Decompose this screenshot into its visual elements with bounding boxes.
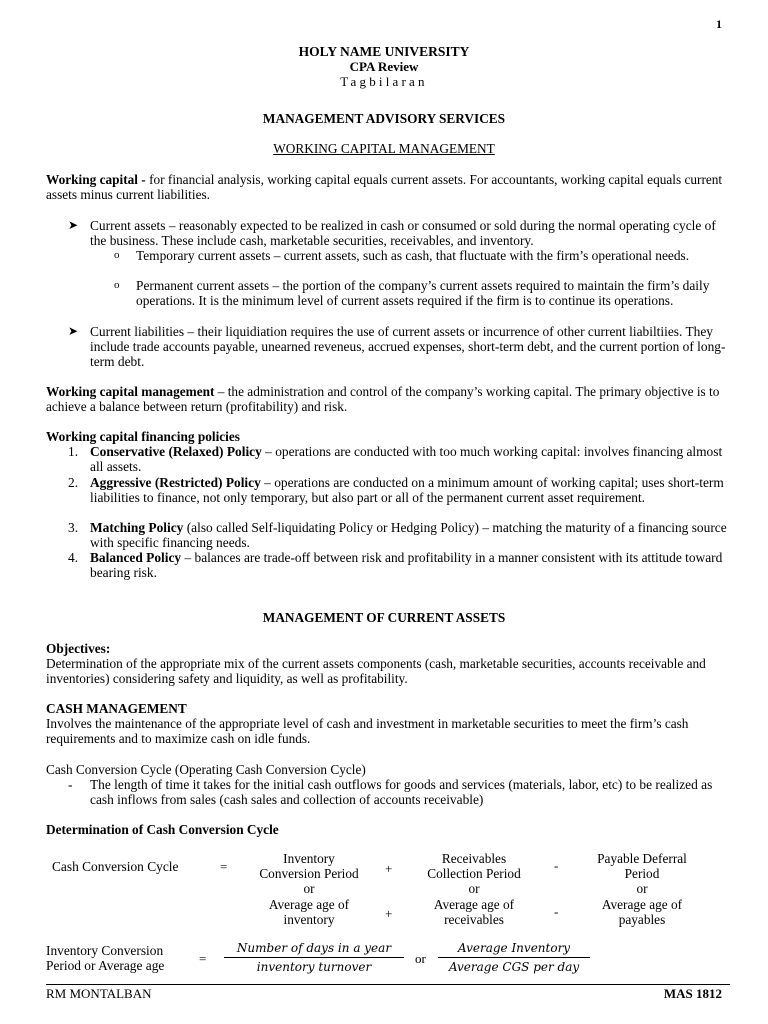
current-assets-bullet (68, 218, 728, 248)
objectives-heading: Objectives: (46, 641, 111, 656)
formula-term1: Inventory Conversion Period or Average age of inventory (259, 851, 359, 927)
footer-code: MAS 1812 (663, 986, 722, 1001)
policy-term: Aggressive (Restricted) Policy (90, 475, 261, 490)
wc-management-paragraph (46, 384, 730, 414)
fraction-denominator: Average CGS per day (448, 960, 580, 974)
current-assets-text: Current assets – reasonably expected to be realized in cash or consumed or sold during the normal operating cycle of the business. These include cash, marketable securities, receivables, and inventory. (90, 218, 716, 249)
course-title: MANAGEMENT ADVISORY SERVICES (262, 111, 506, 126)
policy-text: – balances are trade-off between risk and profitability in a manner consistent with its attitude toward bearing risk. (90, 550, 723, 581)
determination-heading: Determination of Cash Conversion Cycle (46, 822, 279, 837)
circle-bullet-icon: o (114, 279, 120, 291)
current-liabilities-text: Current liabilities – their liquidiation requires the use of current assets or incurrence of other current liabiltiies. They include trade accounts payable, unearned reveneus, accrued expenses, short-term debt, and the current portion of long-term debt. (90, 324, 726, 370)
icp-fraction-average (438, 941, 590, 974)
policy-item: 3. Matching Policy (also called Self-liquidating Policy or Hedging Policy) – matching the maturity of a financing source with specific financing needs. (68, 520, 727, 551)
city-name: Tagbilaran (340, 74, 428, 89)
university-name: HOLY NAME UNIVERSITY (298, 44, 470, 59)
footer-divider (46, 984, 730, 985)
page-number: 1 (716, 17, 722, 31)
ccc-definition-item: - The length of time it takes for the initial cash outflows for goods and services (materials, labor, etc) to be realized as cash inflows from sales (cash sales and collection of accounts receivable) (68, 777, 728, 807)
formula-plus: + (385, 861, 393, 876)
icp-equals: = (199, 951, 207, 966)
formula-plus: + (385, 906, 393, 921)
temporary-assets-bullet (114, 248, 726, 263)
topic-title (0, 141, 768, 157)
arrow-bullet-icon: ➤ (68, 324, 79, 338)
formula-minus: - (554, 904, 559, 919)
current-liabilities-bullet (68, 324, 728, 370)
fraction-numerator: Average Inventory (438, 941, 590, 958)
icp-lhs: Inventory Conversion Period or Average age (46, 943, 165, 974)
program-name: CPA Review (349, 59, 419, 74)
formula-minus: - (554, 858, 559, 873)
formula-lhs: Cash Conversion Cycle (52, 859, 179, 874)
icp-fraction-days (224, 941, 404, 974)
formula-term3: Payable Deferral Period or Average age of payables (597, 851, 687, 927)
circle-bullet-icon: o (114, 249, 120, 261)
mca-title: MANAGEMENT OF CURRENT ASSETS (262, 610, 506, 625)
working-capital-term: Working capital - (46, 172, 150, 187)
financing-policies-heading: Working capital financing policies (46, 429, 240, 444)
cash-management-heading: CASH MANAGEMENT (46, 701, 187, 716)
policy-term: Balanced Policy (90, 550, 182, 565)
policy-item: 4. Balanced Policy – balances are trade-off between risk and profitability in a manner consistent with its attitude toward bearing risk. (68, 550, 723, 581)
policy-item: 2. Aggressive (Restricted) Policy – operations are conducted on a minimum amount of working capital; uses short-term liabilities to finance, not only temporary, but also part or all of the permanent current asset requirement. (68, 475, 724, 506)
fraction-denominator: inventory turnover (256, 960, 372, 974)
wc-management-term: Working capital management (46, 384, 215, 399)
policy-text: – operations are conducted on a minimum amount of working capital; uses short-term liabilities to finance, not only temporary, but also part or all of the permanent current asset requirement. (90, 475, 724, 506)
policy-term: Conservative (Relaxed) Policy (90, 444, 262, 459)
permanent-assets-bullet (114, 278, 726, 308)
ccc-definition: The length of time it takes for the initial cash outflows for goods and services (materials, labor, etc) to be realized as cash inflows from sales (cash sales and collection of accounts receivable) (90, 777, 713, 808)
topic-title-text: WORKING CAPITAL MANAGEMENT (273, 141, 495, 156)
objectives-text: Determination of the appropriate mix of the current assets components (cash, marketable securities, accounts receivable and inventories) considering safety and liquidity, as well as profitability. (46, 656, 706, 687)
permanent-assets-text: Permanent current assets – the portion of the company’s current assets required to maintain the firm’s daily operations. It is the minimum level of current assets required if the firm is to continue its operations. (136, 278, 710, 309)
ccc-label: Cash Conversion Cycle (Operating Cash Conversion Cycle) (46, 762, 366, 777)
working-capital-paragraph (46, 172, 730, 202)
policy-text: (also called Self-liquidating Policy or Hedging Policy) – matching the maturity of a financing source with specific financing needs. (90, 520, 727, 551)
working-capital-definition: for financial analysis, working capital equals current assets. For accountants, working capital equals current assets minus current liabilities. (46, 172, 723, 203)
wc-management-definition: – the administration and control of the company’s working capital. The primary objective is to achieve a balance between return (profitability) and risk. (46, 384, 720, 415)
policy-term: Matching Policy (90, 520, 184, 535)
cash-management-text: Involves the maintenance of the appropriate level of cash and investment in marketable securities to meet the firm’s cash requirements and to maximize cash on idle funds. (46, 716, 689, 747)
icp-or: or (415, 951, 426, 966)
formula-term2: Receivables Collection Period or Average age of receivables (427, 851, 521, 927)
formula-equals: = (220, 859, 228, 874)
document-header (0, 44, 768, 89)
fraction-numerator: Number of days in a year (224, 941, 404, 958)
policy-item: 1. Conservative (Relaxed) Policy – operations are conducted with too much working capital: involves financing almost all assets. (68, 444, 723, 475)
arrow-bullet-icon: ➤ (68, 218, 79, 232)
footer-author: RM MONTALBAN (46, 986, 152, 1001)
temporary-assets-text: Temporary current assets – current assets, such as cash, that fluctuate with the firm’s operational needs. (136, 248, 690, 263)
policy-text: – operations are conducted with too much working capital: involves financing almost all assets. (90, 444, 723, 475)
